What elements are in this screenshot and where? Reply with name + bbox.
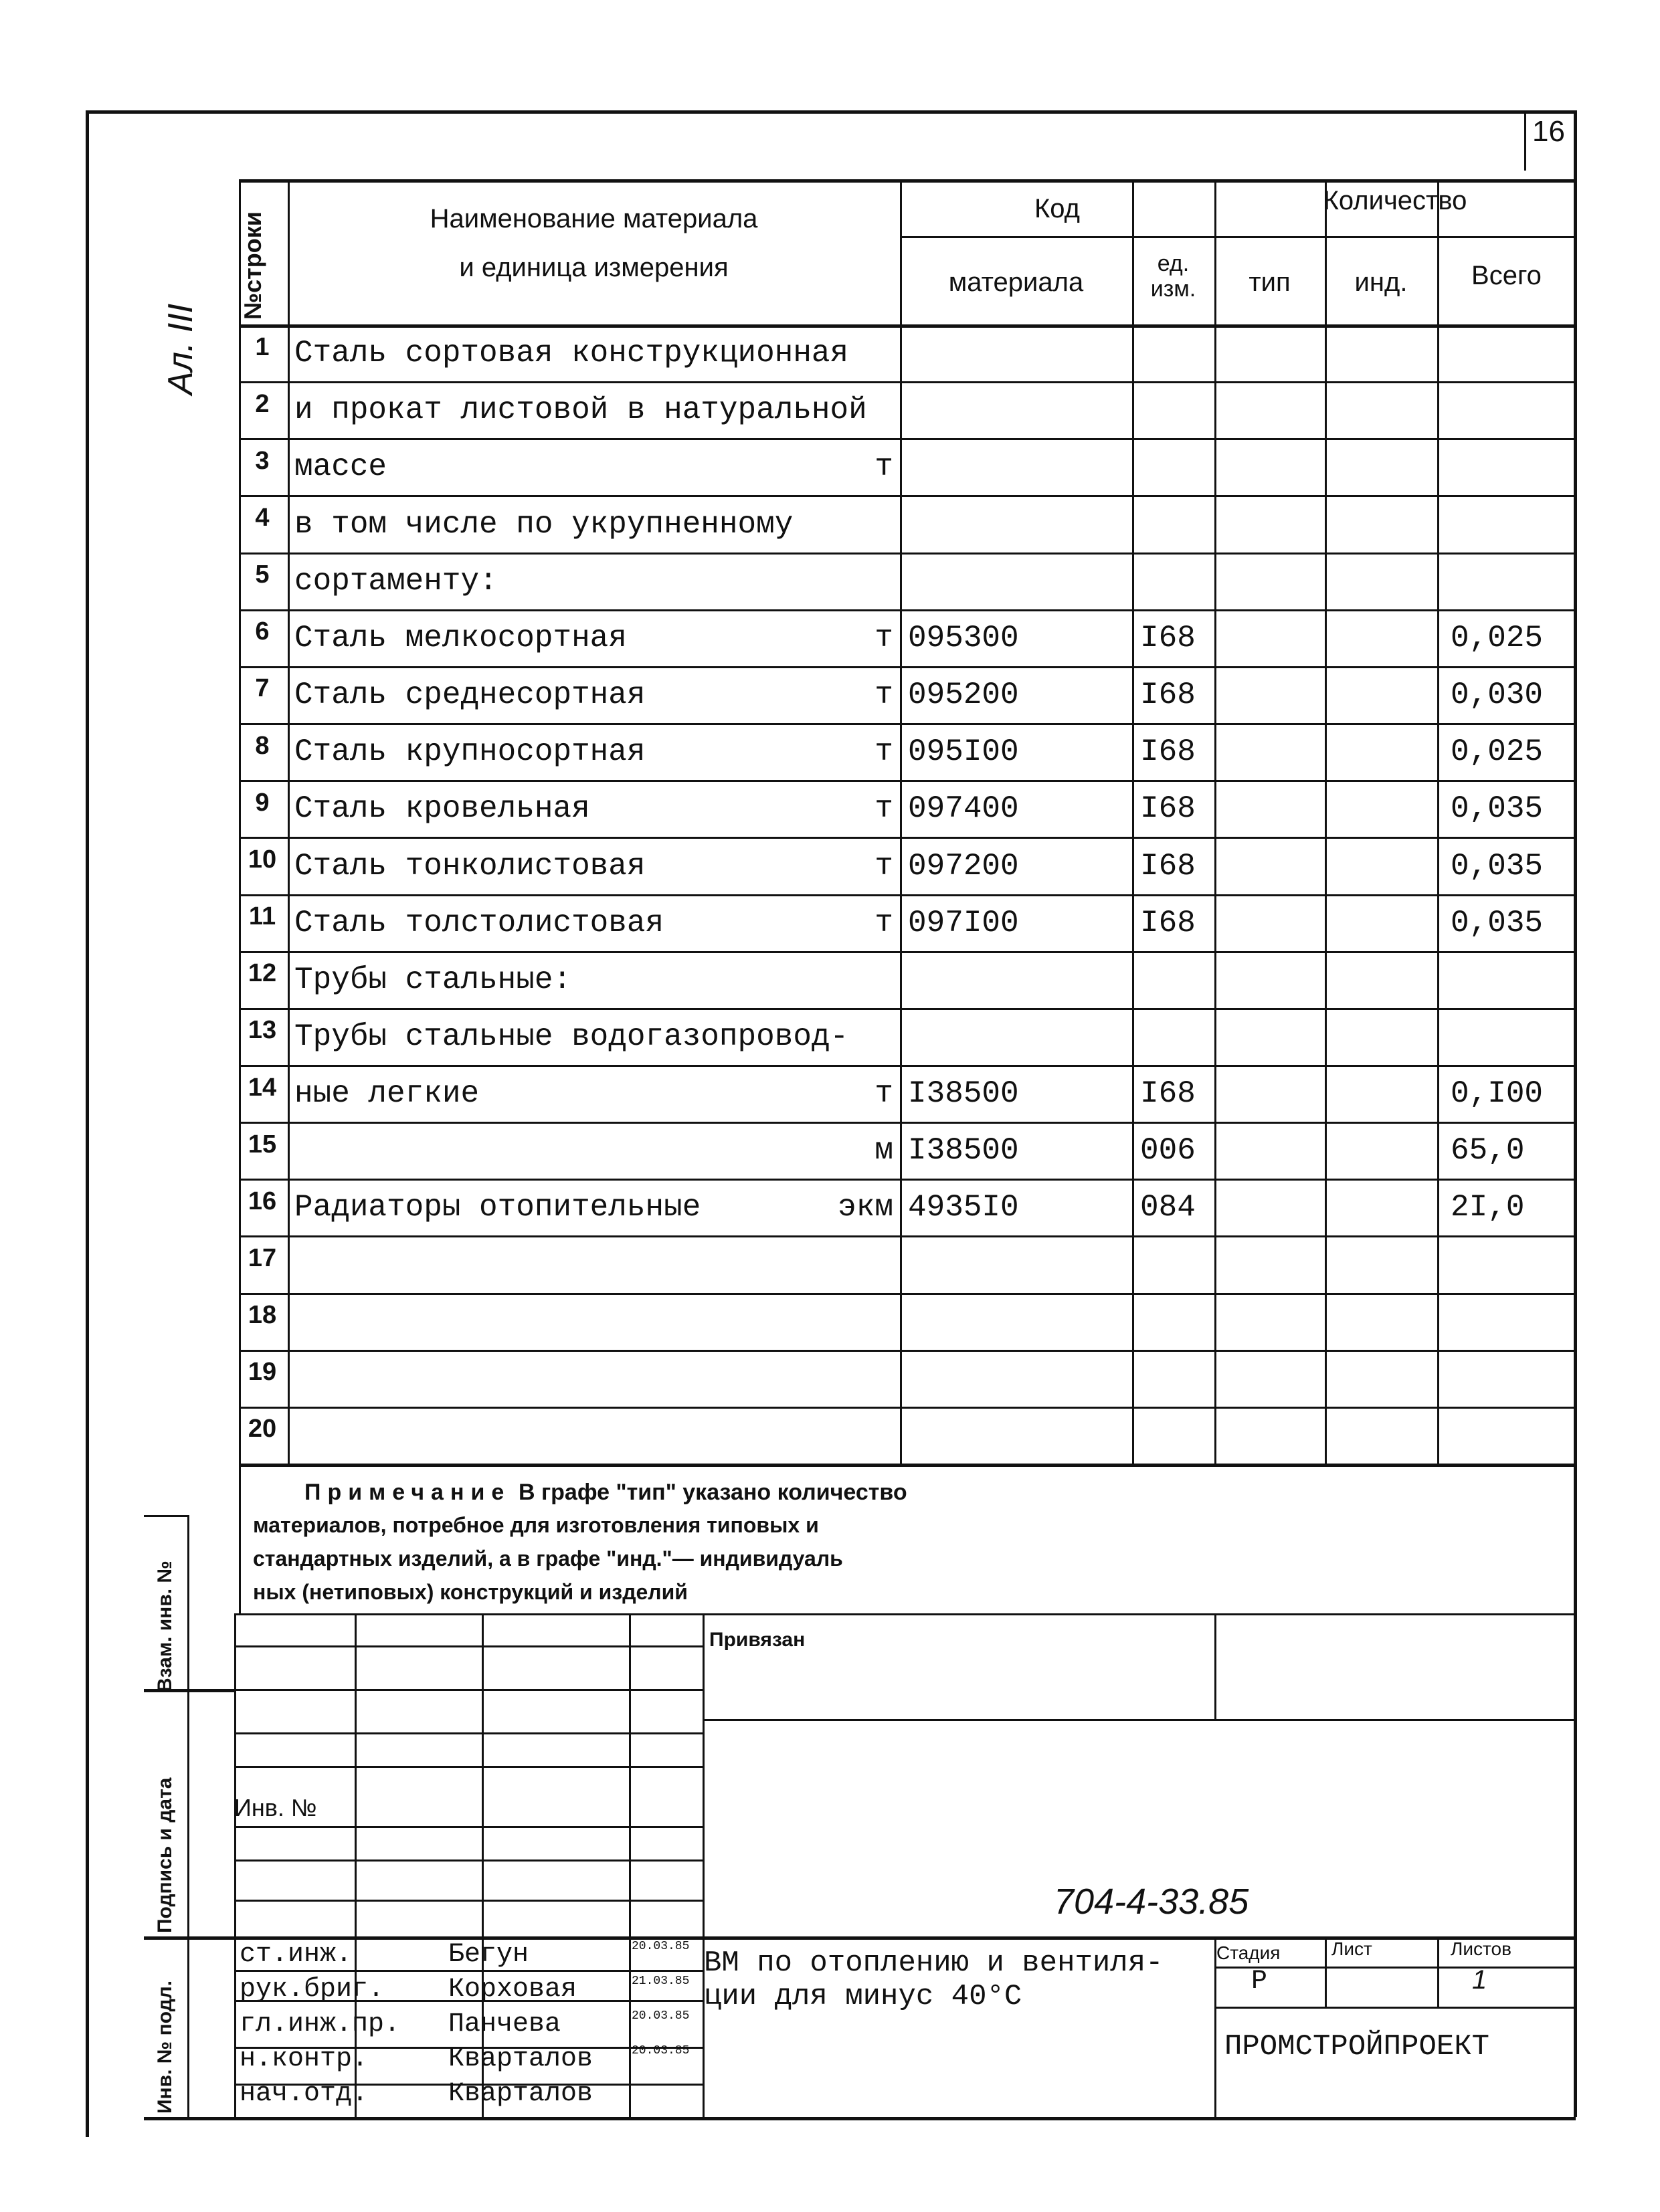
note-line2: материалов, потребное для изготовления типовых и (253, 1513, 819, 1537)
signer-date: 20.03.85 (632, 2044, 690, 2057)
row-code: I38500 (908, 1076, 1019, 1112)
side-mark: Ал. III (161, 303, 200, 395)
row-number: 18 (248, 1301, 277, 1330)
row-line (239, 723, 1576, 725)
side-vzam: Взам. инв. № (154, 1561, 176, 1692)
stamp-row-line (234, 1859, 703, 1862)
row-name: ные легкие (294, 1076, 480, 1112)
privyazan-label: Привязан (709, 1629, 806, 1651)
row-line (239, 438, 1576, 440)
row-ed: I68 (1140, 905, 1196, 940)
stamp-side-low (144, 1936, 234, 1940)
row-line (239, 609, 1576, 611)
row-unit: т (874, 1076, 893, 1112)
row-unit: т (874, 734, 893, 770)
header-q-type: тип (1249, 268, 1291, 297)
row-line (239, 495, 1576, 497)
row-line (239, 1065, 1576, 1067)
row-unit: т (874, 620, 893, 656)
signer-role: н.контр. (240, 2044, 369, 2074)
organization: ПРОМСТРОЙПРОЕКТ (1224, 2030, 1490, 2064)
col-unit-line (1132, 179, 1134, 1464)
signer-name: Панчева (448, 2009, 561, 2039)
stamp-stage-mid (1214, 1967, 1576, 1969)
stamp-privyazan-bottom (703, 1719, 1576, 1721)
header-bottom-line (239, 324, 1576, 328)
row-number: 3 (255, 446, 270, 475)
row-code: 095300 (908, 620, 1019, 656)
row-unit: т (874, 848, 893, 884)
row-ed: I68 (1140, 678, 1196, 713)
row-total: 2I,0 (1451, 1190, 1525, 1225)
row-number: 1 (255, 332, 270, 361)
side-inv: Инв. № подл. (154, 1980, 176, 2114)
inv-no-label: Инв. № (234, 1794, 317, 1821)
row-number: 20 (248, 1415, 277, 1443)
signer-role: гл.инж.пр. (240, 2009, 401, 2039)
row-code: 095I00 (908, 734, 1019, 770)
row-name: Трубы стальные водогазопровод- (294, 1019, 849, 1054)
row-code: 097200 (908, 848, 1019, 884)
col-ind-line (1325, 179, 1327, 1464)
header-q-ind: инд. (1354, 268, 1408, 297)
row-number: 15 (248, 1130, 277, 1159)
header-mid-line (900, 236, 1576, 238)
signer-role: рук.бриг. (240, 1975, 385, 2005)
row-ed: I68 (1140, 1076, 1196, 1112)
row-ed: I68 (1140, 734, 1196, 770)
side-podpis: Подпись и дата (154, 1777, 176, 1933)
row-unit: т (874, 449, 893, 485)
signer-role: ст.инж. (240, 1940, 353, 1970)
row-total: 0,035 (1451, 905, 1544, 940)
row-line (239, 894, 1576, 896)
note-title: Примечание (304, 1480, 511, 1505)
sheets-value: 1 (1472, 1965, 1487, 1995)
stage-value: Р (1251, 1967, 1268, 1997)
row-name: Сталь мелкосортная (294, 620, 627, 656)
row-line (239, 951, 1576, 953)
header-code-unit: ед. изм. (1150, 251, 1196, 302)
stamp-side-top (144, 1515, 187, 1517)
sheet-label: Лист (1331, 1938, 1372, 1959)
row-ed: 006 (1140, 1133, 1196, 1169)
note-line1: В графе "тип" указано количество (519, 1480, 907, 1505)
header-row-no: №строки (239, 211, 266, 320)
row-total: 0,I00 (1451, 1076, 1544, 1112)
header-code: Код (1034, 194, 1080, 223)
row-number: 17 (248, 1243, 277, 1272)
row-line (239, 1407, 1576, 1409)
row-code: 097400 (908, 791, 1019, 827)
stamp-col-f-top (1214, 1613, 1216, 1720)
stamp-row-line (234, 1689, 703, 1691)
table-bottom-line (239, 1464, 1576, 1467)
stage-label: Стадия (1216, 1942, 1281, 1963)
row-line (239, 1179, 1576, 1181)
row-name: Сталь крупносортная (294, 734, 646, 770)
row-name: Сталь кровельная (294, 791, 590, 827)
stamp-col-h (1437, 1936, 1439, 2007)
note-left-line (239, 1464, 241, 1613)
stamp-row-line (234, 1766, 703, 1768)
row-name: Сталь среднесортная (294, 678, 646, 713)
row-code: I38500 (908, 1133, 1019, 1169)
frame-right (1574, 110, 1577, 2117)
signer-name: Квартaлов (448, 2044, 593, 2074)
row-number: 6 (255, 617, 270, 646)
row-name: Сталь тонколистовая (294, 848, 646, 884)
row-number: 19 (248, 1358, 277, 1387)
note-line3: стандартных изделий, а в графе "инд."— индивидуаль (253, 1546, 843, 1571)
row-line (239, 1008, 1576, 1010)
stamp-side-divider (187, 1515, 189, 2117)
row-number: 13 (248, 1016, 277, 1045)
row-name: Сталь толстолистовая (294, 905, 664, 940)
col-code-line (900, 179, 902, 1464)
row-name: Сталь сортовая конструкционная (294, 336, 849, 371)
row-ed: I68 (1140, 791, 1196, 827)
document-code: 704-4-33.85 (1054, 1882, 1249, 1922)
row-ed: 084 (1140, 1190, 1196, 1225)
row-number: 8 (255, 731, 270, 760)
row-total: 0,025 (1451, 734, 1544, 770)
row-total: 0,035 (1451, 791, 1544, 827)
row-line (239, 1350, 1576, 1352)
row-number: 5 (255, 561, 270, 589)
signer-date: 20.03.85 (632, 2009, 690, 2023)
row-number: 9 (255, 788, 270, 817)
row-unit: т (874, 791, 893, 827)
table-top-line (239, 179, 1576, 183)
note-line4: ных (нетиповых) конструкций и изделий (253, 1580, 688, 1604)
row-unit: м (874, 1133, 893, 1169)
header-name-line1: Наименование материала (430, 204, 758, 233)
stamp-sign-top (234, 1936, 1576, 1940)
row-number: 16 (248, 1187, 277, 1215)
signer-date: 20.03.85 (632, 1940, 690, 1953)
doc-title-line2: ции для минус 40°С (704, 1980, 1022, 2013)
signer-role: нач.отд. (240, 2079, 369, 2109)
signer-name: Корховая (448, 1975, 577, 2005)
row-number: 4 (255, 504, 270, 532)
row-number: 10 (248, 845, 277, 874)
col-type-line (1214, 179, 1216, 1464)
row-name: в том числе по укрупненному (294, 506, 794, 542)
sheets-label: Листов (1451, 1938, 1511, 1959)
row-name: Радиаторы отопительные (294, 1190, 701, 1225)
row-name: и прокат листовой в натуральной (294, 393, 867, 428)
row-code: 097I00 (908, 905, 1019, 940)
row-ed: I68 (1140, 620, 1196, 656)
stamp-sign-row (234, 1970, 703, 1972)
stamp-top-line (234, 1613, 1576, 1615)
stamp-row-line (234, 1900, 703, 1902)
header-q-total: Всего (1471, 261, 1542, 290)
row-number: 12 (248, 959, 277, 988)
row-line (239, 837, 1576, 839)
page-number: 16 (1532, 115, 1565, 148)
frame-left (86, 110, 89, 2137)
stamp-row-line (234, 1732, 703, 1734)
signer-date: 21.03.85 (632, 1975, 690, 1988)
row-code: 095200 (908, 678, 1019, 713)
row-name: сортаменту: (294, 563, 498, 599)
header-quantity: Количество (1323, 186, 1467, 215)
doc-title-line1: ВМ по отоплению и вентиля- (704, 1946, 1164, 1980)
row-line (239, 552, 1576, 555)
stamp-row-line (234, 1645, 703, 1647)
col-total-line (1437, 179, 1439, 1464)
row-unit: т (874, 905, 893, 940)
row-number: 14 (248, 1073, 277, 1102)
signer-name: Квартaлов (448, 2079, 593, 2109)
row-code: 4935I0 (908, 1190, 1019, 1225)
row-line (239, 1235, 1576, 1237)
row-number: 7 (255, 674, 270, 703)
page-number-box (1524, 110, 1526, 171)
frame-top (86, 110, 1576, 114)
col-name-line (288, 179, 290, 1464)
stamp-col-e (703, 1613, 705, 2117)
stamp-row-line (234, 1826, 703, 1828)
stamp-col-g (1325, 1936, 1327, 2007)
row-line (239, 381, 1576, 383)
signer-name: Бегун (448, 1940, 529, 1970)
row-total: 0,025 (1451, 620, 1544, 656)
stamp-stage-bottom (1214, 2007, 1576, 2009)
row-line (239, 1293, 1576, 1295)
row-number: 2 (255, 389, 270, 418)
header-name-line2: и единица измерения (459, 253, 729, 282)
row-total: 65,0 (1451, 1133, 1525, 1169)
row-ed: I68 (1140, 848, 1196, 884)
row-name: массе (294, 449, 387, 485)
row-line (239, 666, 1576, 668)
row-total: 0,030 (1451, 678, 1544, 713)
row-unit: т (874, 678, 893, 713)
header-code-material: материала (948, 268, 1084, 297)
row-number: 11 (248, 902, 276, 931)
frame-bottom (144, 2117, 1576, 2120)
row-name: Трубы стальные: (294, 962, 572, 997)
row-line (239, 1122, 1576, 1124)
row-unit: экм (838, 1190, 893, 1225)
row-total: 0,035 (1451, 848, 1544, 884)
row-line (239, 780, 1576, 782)
